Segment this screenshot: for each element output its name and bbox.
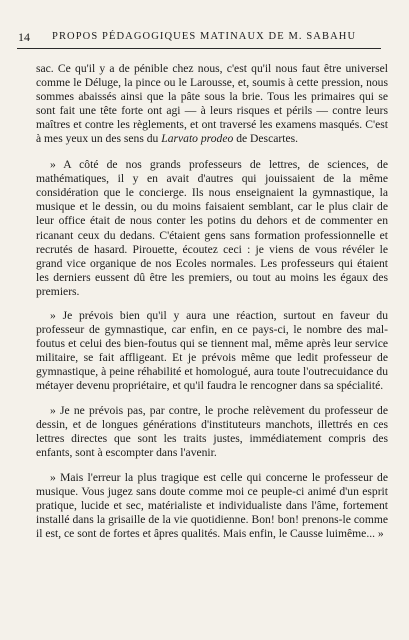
paragraph-1-text-a: sac. Ce qu'il y a de pénible chez nous, c'est qu'il nous faut être universel comme le Déluge, la pince ou le Larousse, et, soumis à cette pression, nous sommes abaissés ainsi que la pâte sous la brie. Tous les primaires qui se sont fait une tête forte ont agi — à leurs risques et périls — contre leurs maîtres et contre les règlements, et ont traversé les examens masqués. C'est à mes yeux un des sens du bbox=[36, 62, 388, 146]
page-header bbox=[18, 30, 381, 44]
paragraph-1 bbox=[36, 62, 388, 146]
page-body bbox=[36, 62, 388, 551]
running-head: PROPOS PÉDAGOGIQUES MATINAUX DE M. SABAHU bbox=[52, 31, 357, 42]
paragraph-5: » Mais l'erreur la plus tragique est celle qui concerne le professeur de musique. Vous jugez sans doute comme moi ce peuple-ci animé d'un esprit pratique, lucide et sec, matérialiste et individualiste dans l'âme, fortement installé dans la grisaille de la vie quotidienne. Bon! bon! prenons-le comme il est, ce sont de fortes et âpres qualités. Mais enfin, le Causse luimême... » bbox=[36, 470, 388, 540]
header-rule bbox=[17, 48, 381, 49]
paragraph-2: » A côté de nos grands professeurs de lettres, de sciences, de mathématiques, il y en avait d'autres qui jouissaient de la même considération que le concierge. Ils nous enseignaient la gymnastique, la musique et le dessin, ou du moins faisaient semblant, car le plus clair de leur office était de nous conter les potins du dehors et de commenter en ricanant ceux du dedans. C'étaient gens sans formation professionnelle et recrutés de hasard. Pirouette, écoutez ceci : je viens de vous révéler le grand vice organique de nos Ecoles normales. Les professeurs qui étaient les derniers eussent dû être les premiers, ou tout au moins les égaux des premiers. bbox=[36, 158, 388, 298]
paragraph-1-italic: Larvato prodeo bbox=[161, 132, 234, 146]
paragraph-4: » Je ne prévois pas, par contre, le proche relèvement du professeur de dessin, et de longues générations d'instituteurs manchots, illettrés en ces lettres directes que sont les traits justes, immédiatement compris des enfants, sont à escompter dans l'avenir. bbox=[36, 404, 388, 460]
page-number: 14 bbox=[18, 30, 30, 44]
paragraph-3: » Je prévois bien qu'il y aura une réaction, surtout en faveur du professeur de gymnastique, car enfin, en ce pays-ci, le nombre des mal-foutus et celui des bien-foutus qui se tiennent mal, même après leur service militaire, se fait affligeant. Et je prévois même que ledit professeur de gymnastique, à peine réhabilité et homologué, aura toute l'outrecuidance du métayer devenu propriétaire, et qu'il faudra le rencogner dans sa spécialité. bbox=[36, 309, 388, 393]
paragraph-1-text-b: de Descartes. bbox=[233, 132, 298, 146]
